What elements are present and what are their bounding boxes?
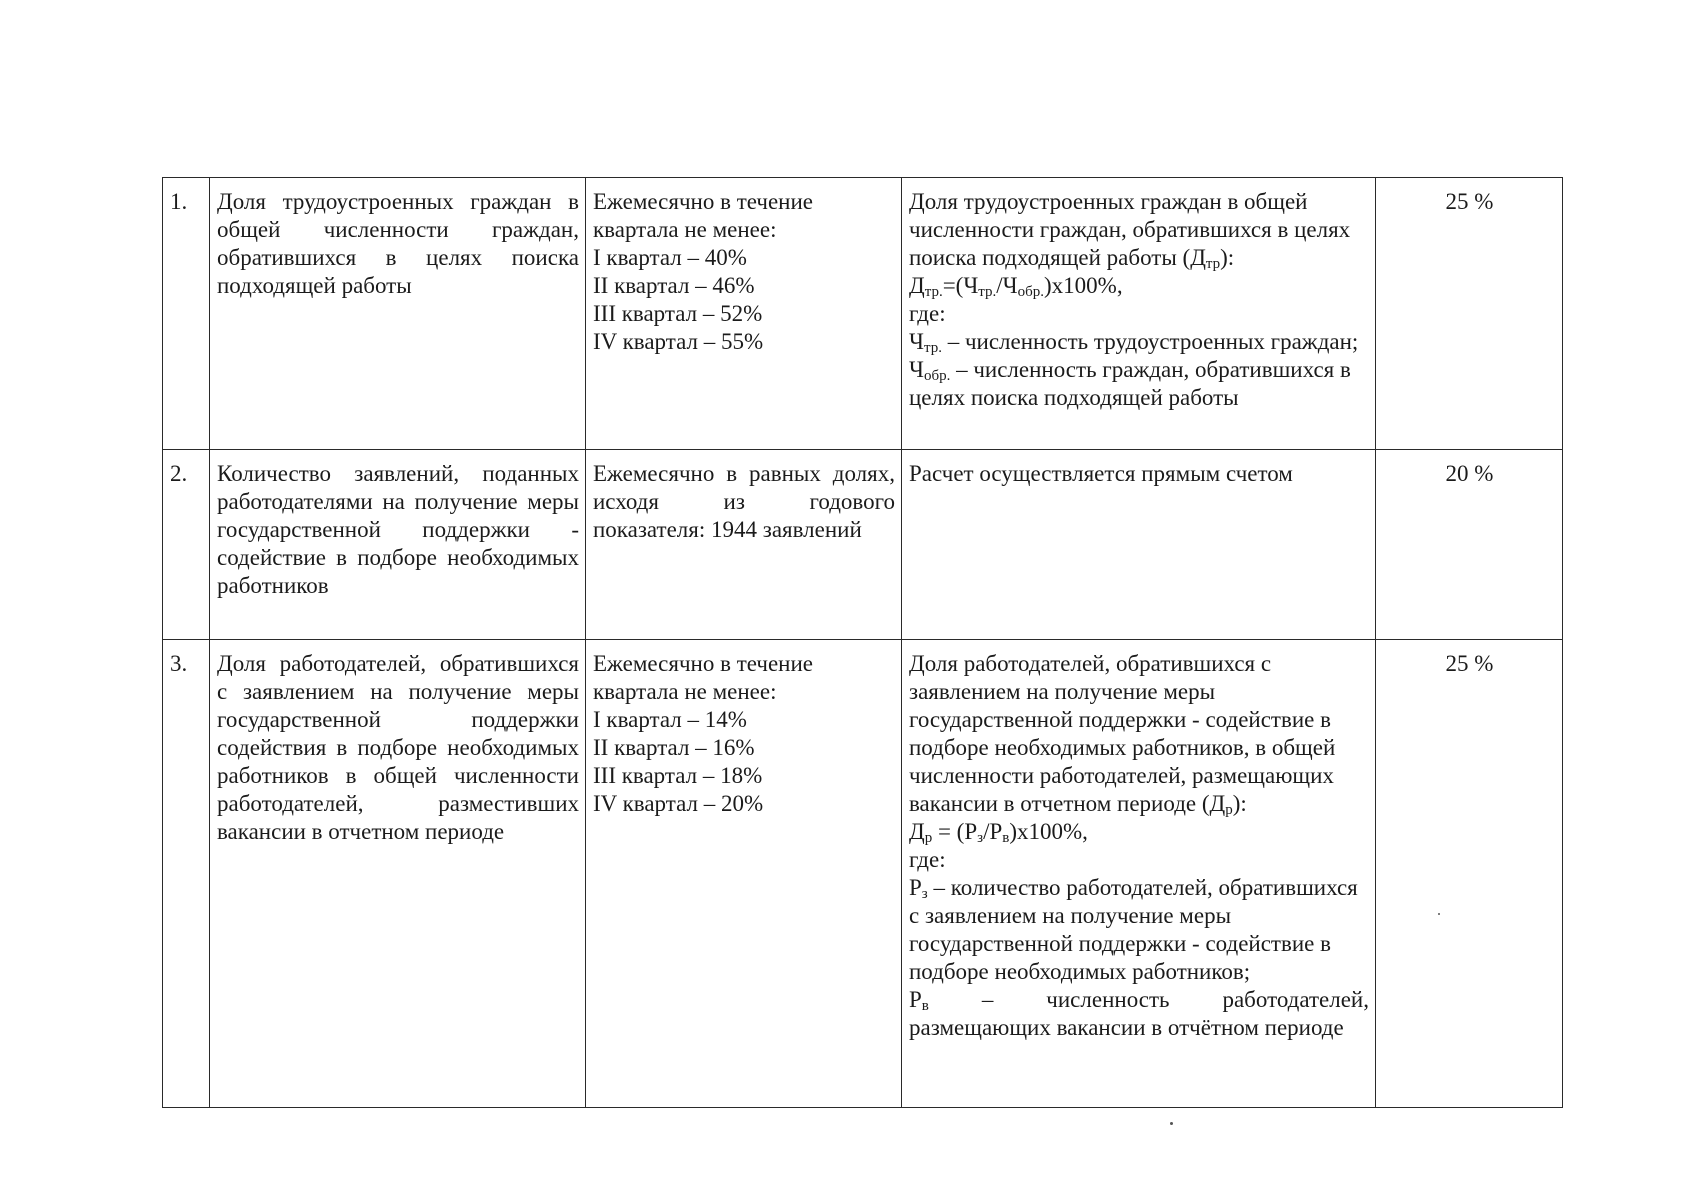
indicator-weight: 25 % — [1376, 640, 1563, 1108]
indicator-name: Доля трудоустроенных граждан в общей численности граждан, обратившихся в целях поиска подходящей работы — [210, 178, 586, 450]
plan-line: I квартал – 40% — [593, 245, 747, 270]
indicator-plan — [586, 178, 902, 450]
plan-line: Ежемесячно в течение — [593, 189, 813, 214]
scan-speck — [1170, 1122, 1173, 1125]
row-number: 3. — [163, 640, 210, 1108]
scan-speck — [1438, 913, 1440, 915]
calculation-method — [902, 178, 1376, 450]
indicator-name: Доля работодателей, обратившихся с заявлением на получение меры государственной поддержки содействия в подборе необходимых работников в общей численности работодателей, разместивших вакансии в отчетном периоде — [210, 640, 586, 1108]
plan-line: I квартал – 14% — [593, 707, 747, 732]
row-number: 2. — [163, 450, 210, 640]
method-formula: $Д_{тр.}=(Ч_{тр.}/Ч_{обр.})х100\%$, — [909, 273, 1123, 300]
method-where: где: — [909, 847, 946, 872]
indicator-weight: 20 % — [1376, 450, 1563, 640]
plan-line: квартала не менее: — [593, 679, 777, 704]
method-definition: $Ч_{обр.}$ – численность граждан, обратившихся в целях поиска подходящей работы — [909, 357, 1351, 410]
method-definition: $Р_з$ – количество работодателей, обратившихся с заявлением на получение меры государственной поддержки - содействие в подборе необходимых работников; — [909, 875, 1358, 984]
calculation-method: Расчет осуществляется прямым счетом — [902, 450, 1376, 640]
plan-line: IV квартал – 20% — [593, 791, 764, 816]
plan-line: квартала не менее: — [593, 217, 777, 242]
plan-line: II квартал – 46% — [593, 273, 755, 298]
indicator-weight: 25 % — [1376, 178, 1563, 450]
indicator-plan — [586, 640, 902, 1108]
row-number: 1. — [163, 178, 210, 450]
table-row — [163, 450, 1563, 640]
method-formula: $Д_р = (Р_з/Р_в)х100\%$, — [909, 819, 1088, 846]
method-where: где: — [909, 301, 946, 326]
plan-line: III квартал – 52% — [593, 301, 763, 326]
plan-line: IV квартал – 55% — [593, 329, 764, 354]
method-intro: Доля работодателей, обратившихся с заявлением на получение меры государственной поддержки - содействие в подборе необходимых работников, в общей численности работодателей, размещающих вакансии в отчетном периоде $(Д_р)$: — [909, 651, 1336, 818]
method-definition: $Р_в$ – численность работодателей, размещающих вакансии в отчётном периоде — [909, 987, 1369, 1040]
indicator-name: Количество заявлений, поданных работодателями на получение меры государственной поддержки - содействие в подборе необходимых работников — [210, 450, 586, 640]
plan-line: III квартал – 18% — [593, 763, 763, 788]
table-row — [163, 640, 1563, 1108]
calculation-method — [902, 640, 1376, 1108]
method-intro: Доля трудоустроенных граждан в общей численности граждан, обратившихся в целях поиска подходящей работы $(Д_{тр})$: — [909, 189, 1351, 272]
plan-line: II квартал – 16% — [593, 735, 755, 760]
method-definition: $Ч_{тр.}$ – численность трудоустроенных граждан; — [909, 329, 1359, 356]
indicator-plan: Ежемесячно в равных долях, исходя из годового показателя: 1944 заявлений — [586, 450, 902, 640]
indicators-table — [162, 177, 1563, 1108]
plan-line: Ежемесячно в течение — [593, 651, 813, 676]
table-row — [163, 178, 1563, 450]
